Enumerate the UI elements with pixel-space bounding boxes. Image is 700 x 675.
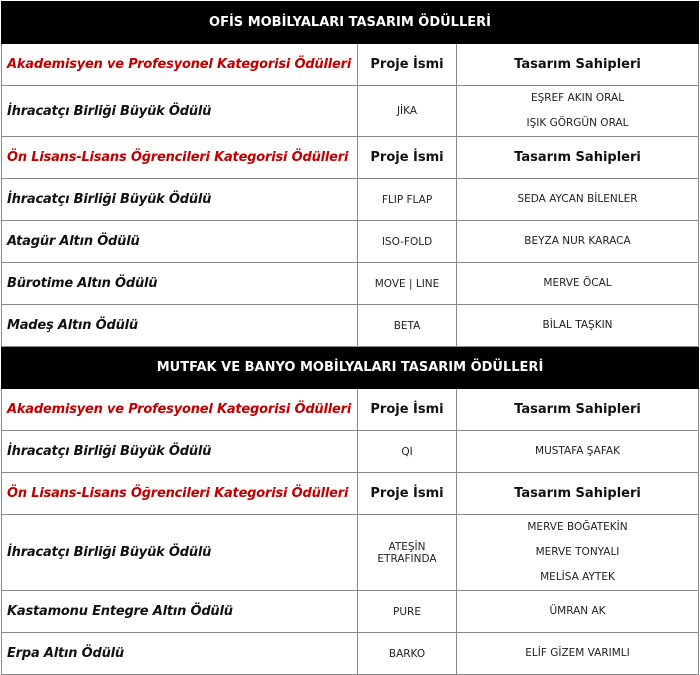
owners-column-header: Tasarım Sahipleri	[457, 389, 699, 431]
designer-name: MERVE TONYALI	[535, 546, 620, 558]
designer-names	[457, 221, 699, 263]
project-name: BETA	[358, 305, 457, 347]
category-header-row	[2, 44, 699, 86]
designer-names	[457, 305, 699, 347]
designer-name: ELİF GİZEM VARIMLI	[525, 647, 630, 659]
category-title: Akademisyen ve Profesyonel Kategorisi Ödülleri	[2, 44, 358, 86]
designer-names	[457, 86, 699, 137]
designer-name: BİLAL TAŞKIN	[542, 319, 613, 331]
owners-column-header: Tasarım Sahipleri	[457, 473, 699, 515]
designer-name: BEYZA NUR KARACA	[524, 235, 631, 247]
designer-name: MUSTAFA ŞAFAK	[535, 445, 620, 457]
category-title: Akademisyen ve Profesyonel Kategorisi Ödülleri	[2, 389, 358, 431]
designer-name: MELİSA AYTEK	[540, 571, 615, 583]
designer-name: MERVE ÖCAL	[543, 277, 612, 289]
award-name: İhracatçı Birliği Büyük Ödülü	[2, 431, 358, 473]
award-name: İhracatçı Birliği Büyük Ödülü	[2, 515, 358, 591]
award-row	[2, 431, 699, 473]
category-header-row	[2, 473, 699, 515]
project-name: JİKA	[358, 86, 457, 137]
awards-table-body	[2, 2, 699, 675]
project-name: QI	[358, 431, 457, 473]
award-name: İhracatçı Birliği Büyük Ödülü	[2, 179, 358, 221]
project-name: MOVE | LINE	[358, 263, 457, 305]
project-name: ISO-FOLD	[358, 221, 457, 263]
section-header-row	[2, 2, 699, 44]
section-header-row	[2, 347, 699, 389]
designer-names	[457, 431, 699, 473]
award-row	[2, 86, 699, 137]
project-name: ATEŞİN ETRAFINDA	[358, 515, 457, 591]
project-name: BARKO	[358, 633, 457, 675]
award-name: Atagür Altın Ödülü	[2, 221, 358, 263]
award-row	[2, 263, 699, 305]
owners-column-header: Tasarım Sahipleri	[457, 137, 699, 179]
project-column-header: Proje İsmi	[358, 473, 457, 515]
designer-name: ÜMRAN AK	[549, 605, 606, 617]
award-name: Erpa Altın Ödülü	[2, 633, 358, 675]
project-column-header: Proje İsmi	[358, 389, 457, 431]
project-name: PURE	[358, 591, 457, 633]
category-header-row	[2, 389, 699, 431]
award-row	[2, 633, 699, 675]
award-name: İhracatçı Birliği Büyük Ödülü	[2, 86, 358, 137]
section-title: OFİS MOBİLYALARI TASARIM ÖDÜLLERİ	[2, 2, 699, 44]
designer-name: IŞIK GÖRGÜN ORAL	[526, 117, 629, 129]
designer-name: EŞREF AKIN ORAL	[530, 92, 625, 104]
designer-names	[457, 633, 699, 675]
designer-names	[457, 591, 699, 633]
designer-names	[457, 179, 699, 221]
category-header-row	[2, 137, 699, 179]
section-title: MUTFAK VE BANYO MOBİLYALARI TASARIM ÖDÜLLERİ	[2, 347, 699, 389]
project-column-header: Proje İsmi	[358, 137, 457, 179]
awards-table	[1, 1, 699, 675]
award-name: Bürotime Altın Ödülü	[2, 263, 358, 305]
designer-names	[457, 263, 699, 305]
project-name: FLIP FLAP	[358, 179, 457, 221]
award-row	[2, 179, 699, 221]
award-name: Madeş Altın Ödülü	[2, 305, 358, 347]
designer-name: SEDA AYCAN BİLENLER	[517, 193, 638, 205]
award-row	[2, 515, 699, 591]
award-row	[2, 305, 699, 347]
category-title: Ön Lisans-Lisans Öğrencileri Kategorisi Ödülleri	[2, 473, 358, 515]
project-column-header: Proje İsmi	[358, 44, 457, 86]
owners-column-header: Tasarım Sahipleri	[457, 44, 699, 86]
designer-names	[457, 515, 699, 591]
designer-name: MERVE BOĞATEKİN	[527, 521, 628, 533]
award-name: Kastamonu Entegre Altın Ödülü	[2, 591, 358, 633]
category-title: Ön Lisans-Lisans Öğrencileri Kategorisi Ödülleri	[2, 137, 358, 179]
award-row	[2, 591, 699, 633]
award-row	[2, 221, 699, 263]
